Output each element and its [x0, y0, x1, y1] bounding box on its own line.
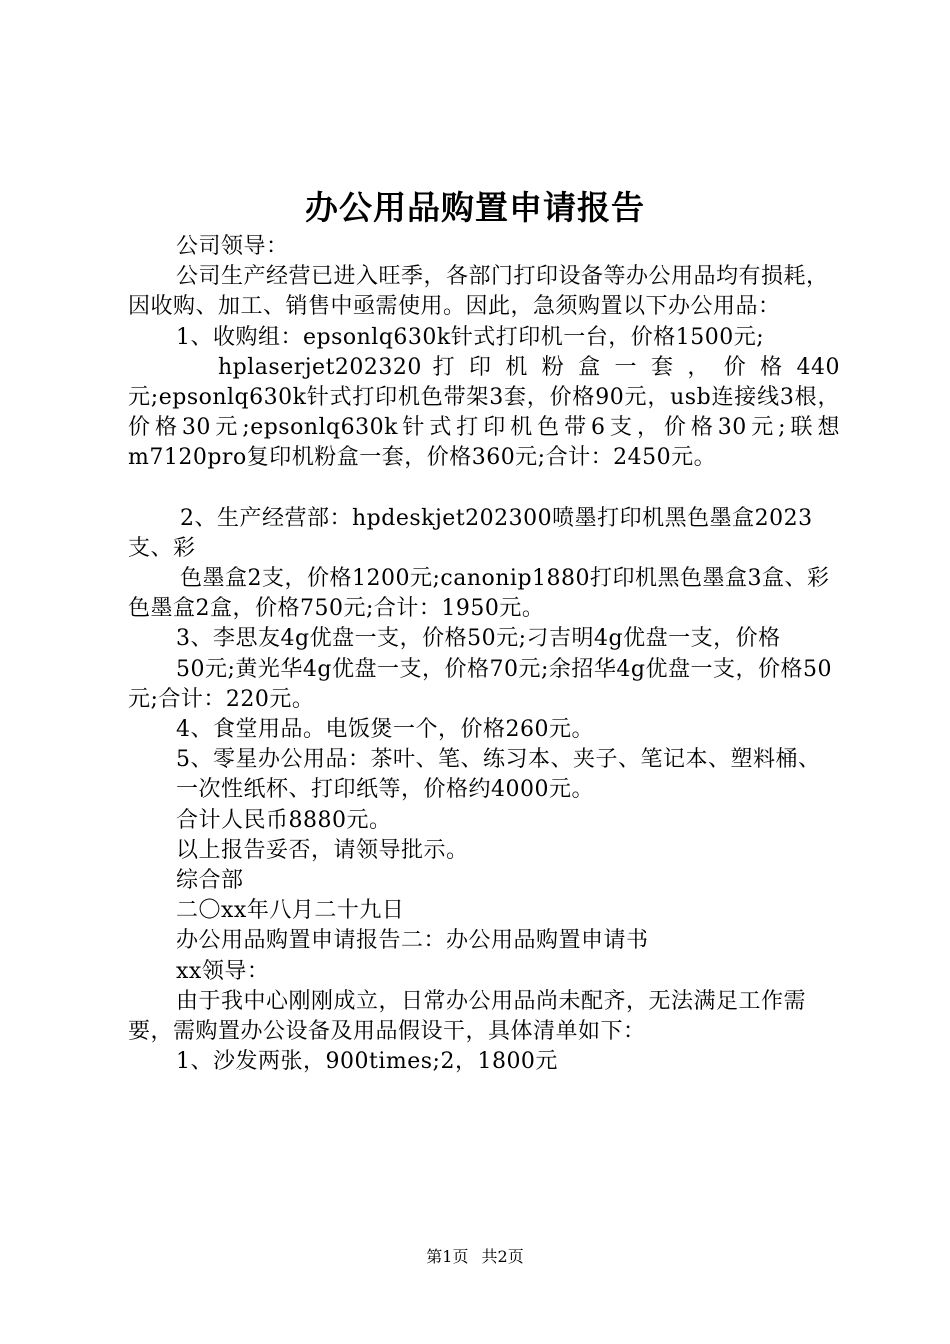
item-5-heading: 5、零星办公用品：茶叶、笔、练习本、夹子、笔记本、塑料桶、	[176, 747, 821, 773]
item-4: 4、食堂用品。电饭煲一个，价格260元。	[176, 717, 594, 743]
document-body	[128, 232, 840, 1077]
item-2-details: 色墨盒2支，价格1200元;canonip1880打印机黑色墨盒3盒、彩色墨盒2盒，价格750元;合计：1950元。	[128, 566, 830, 622]
document-title: 办公用品购置申请报告	[305, 188, 645, 227]
section-2-intro: 由于我中心刚刚成立，日常办公用品尚未配齐，无法满足工作需要，需购置办公设备及用品假设干，具体清单如下：	[128, 988, 807, 1045]
section-2-salutation: xx领导：	[176, 958, 270, 984]
closing-request: 以上报告妥否，请领导批示。	[176, 837, 469, 863]
spacer	[128, 474, 840, 504]
page-number: 第1页	[426, 1247, 469, 1266]
salutation: 公司领导：	[176, 234, 289, 259]
item-1-details: hplaserjet202320 打 印 机 粉 盒 一 套 ， 价 格 440元;epsonlq630k针式打印机色带架3套，价格90元，usb连接线3根，价格30元;epsonlq630k针式打印机色带6支，价格30元;联想m7120pro复印机粉盒一套，价格360元;合计：2450元。	[128, 354, 840, 471]
item-2-heading: 2、生产经营部：hpdeskjet202300喷墨打印机黑色墨盒2023支、彩	[128, 505, 813, 561]
total: 合计人民币8880元。	[176, 807, 392, 833]
signature-department: 综合部	[176, 868, 244, 894]
item-3-heading: 3、李思友4g优盘一支，价格50元;刁吉明4g优盘一支，价格	[176, 626, 781, 652]
item-5-details: 一次性纸杯、打印纸等，价格约4000元。	[176, 777, 594, 803]
page-footer	[0, 1244, 950, 1267]
signature-date: 二〇xx年八月二十九日	[176, 898, 405, 924]
item-1-heading: 1、收购组：epsonlq630k针式打印机一台，价格1500元;	[176, 324, 765, 350]
section-2-item-1: 1、沙发两张，900times;2，1800元	[176, 1049, 558, 1075]
item-3-details: 50元;黄光华4g优盘一支，价格70元;余招华4g优盘一支，价格50元;合计：220元。	[128, 656, 832, 712]
paragraph-intro: 公司生产经营已进入旺季，各部门打印设备等办公用品均有损耗，因收购、加工、销售中亟需使用。因此，急须购置以下办公用品：	[128, 264, 829, 320]
page-total: 共2页	[481, 1247, 524, 1266]
section-2-title: 办公用品购置申请报告二：办公用品购置申请书	[176, 928, 649, 954]
